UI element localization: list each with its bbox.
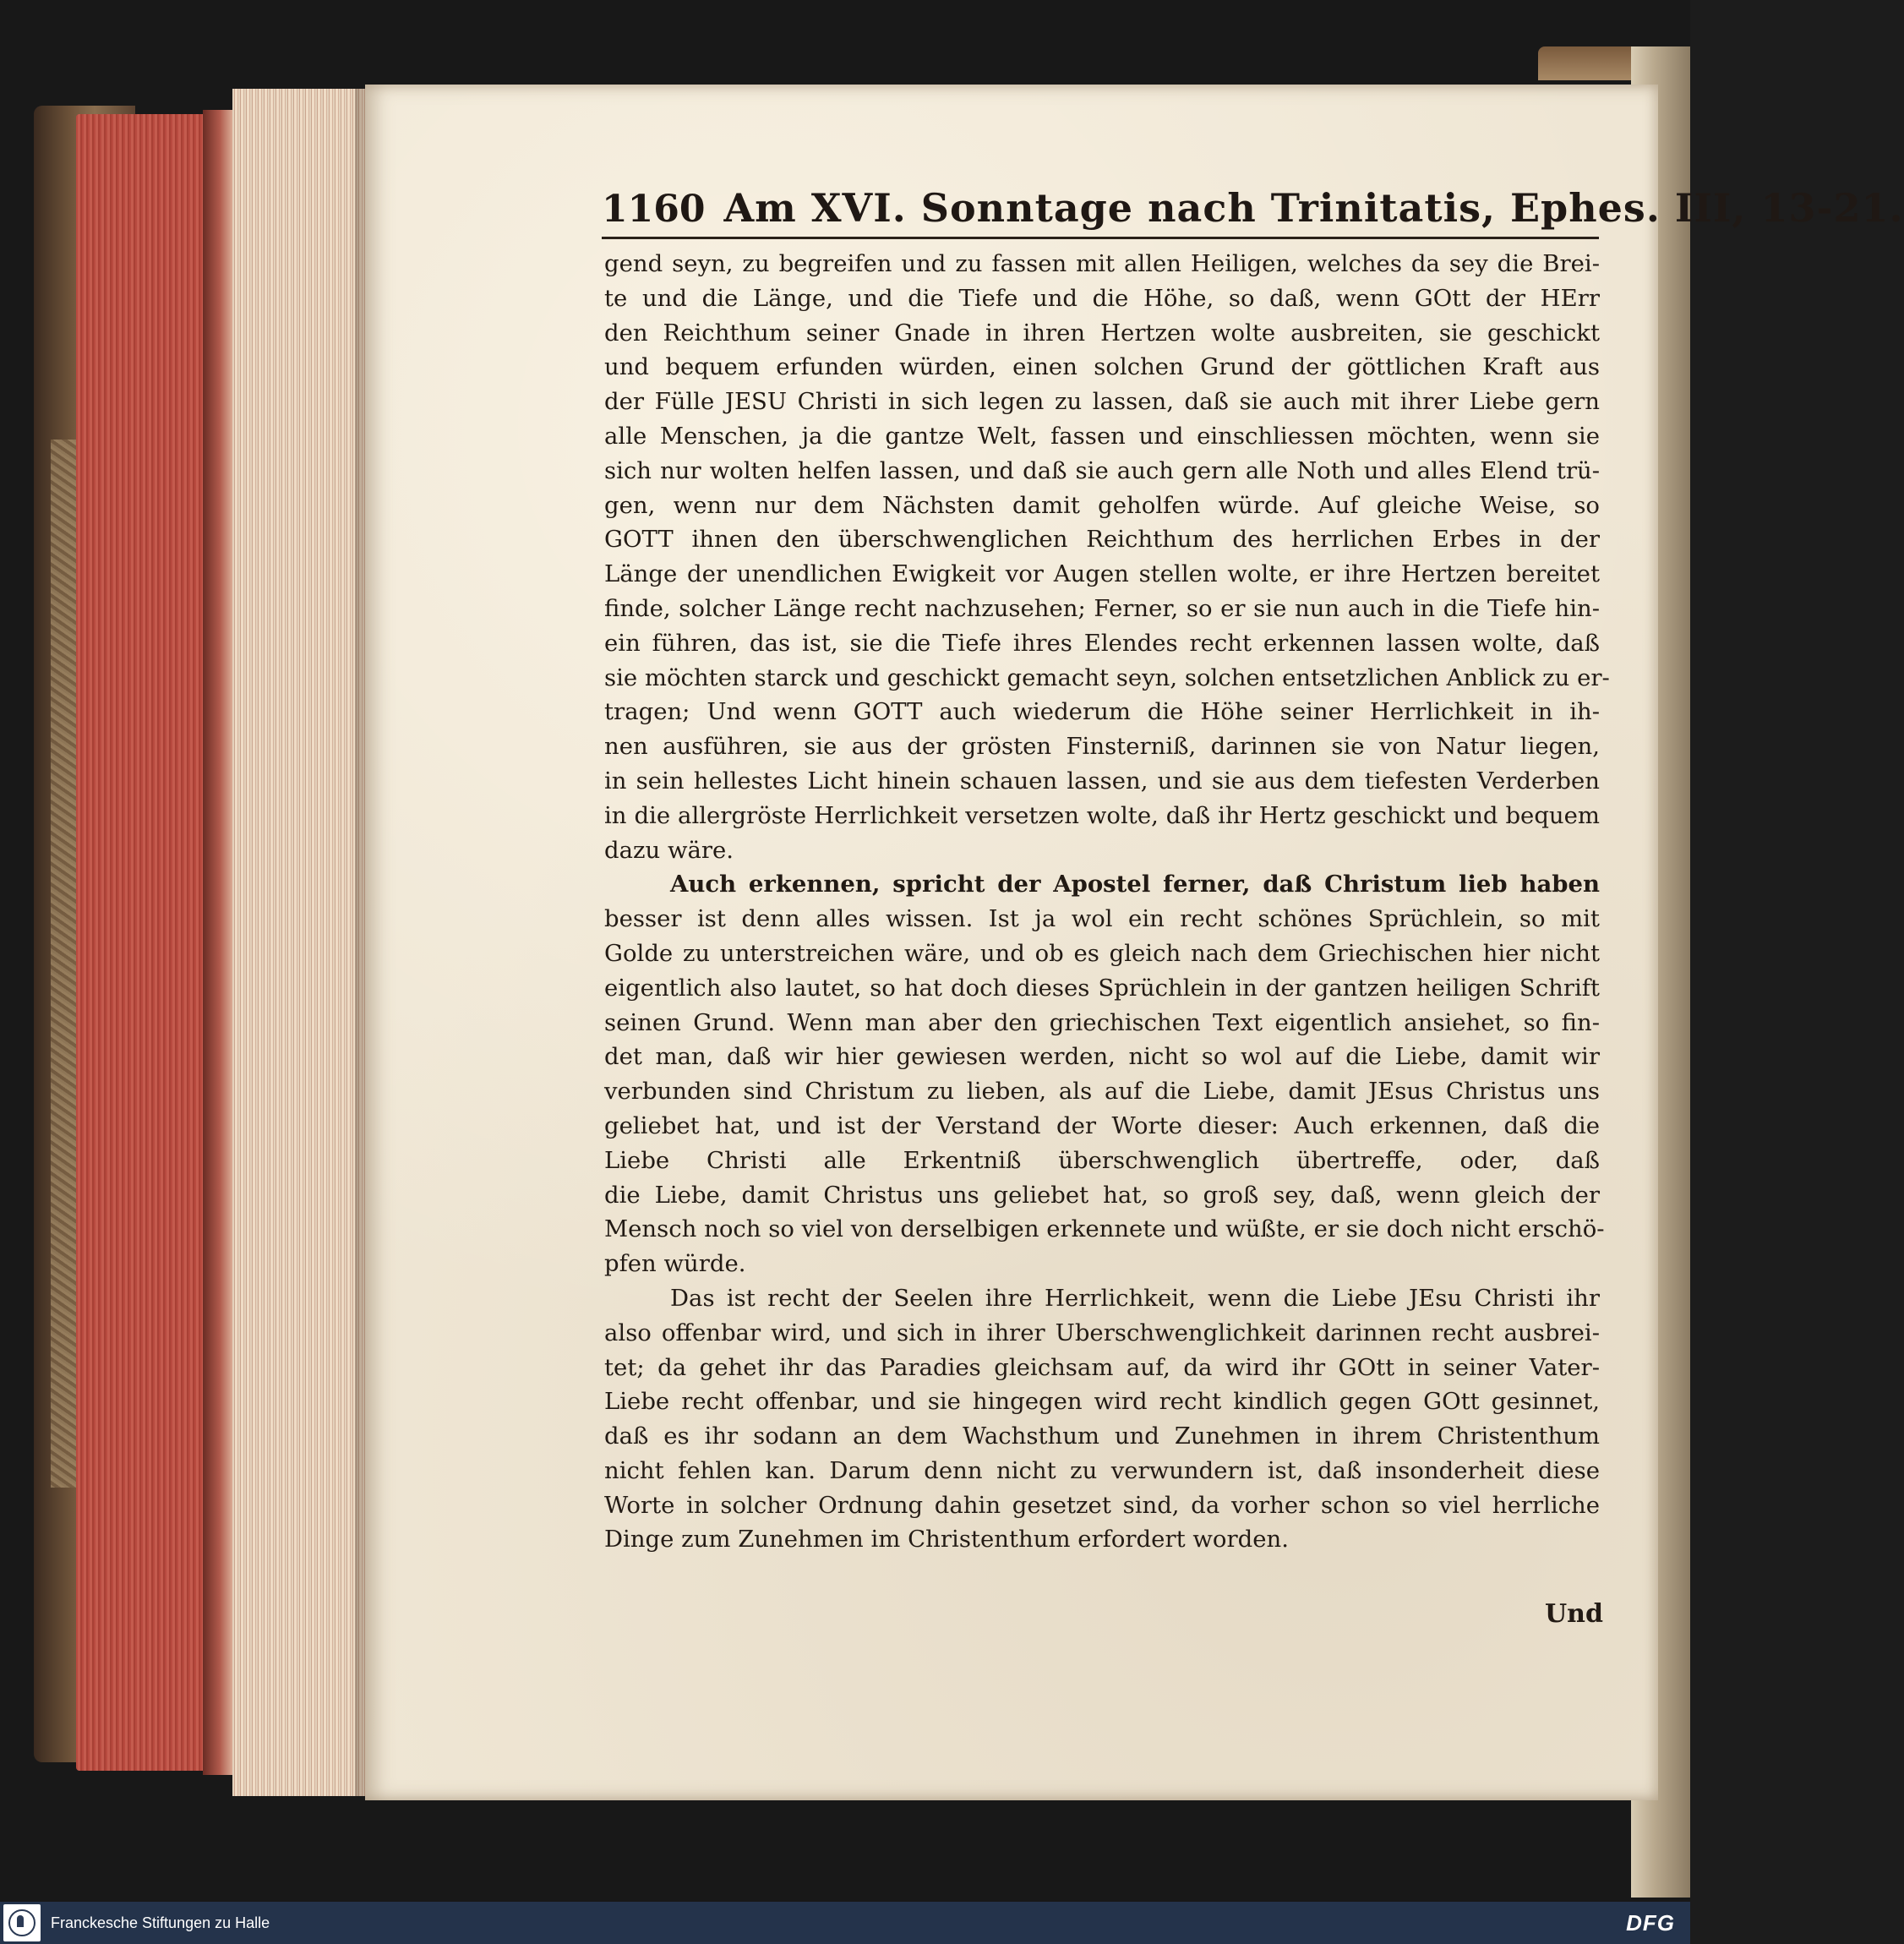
text-line: geliebet hat, und ist der Verstand der Worte dieser: Auch erkennen, daß die — [604, 1111, 1600, 1139]
text-line: Liebe Christi alle Erkentniß überschwenglich übertreffe, oder, daß — [604, 1146, 1600, 1174]
text-line: ein führen, das ist, sie die Tiefe ihres Elendes recht erkennen lassen wolte, daß — [604, 629, 1600, 657]
header-rule — [602, 237, 1599, 239]
text-line: Golde zu unterstreichen wäre, und ob es gleich nach dem Griechischen hier nicht — [604, 939, 1600, 967]
page-stack — [232, 89, 368, 1796]
text-line: dazu wäre. — [604, 836, 734, 864]
franckesche-stiftungen-logo-icon — [3, 1904, 41, 1941]
text-line: in sein hellestes Licht hinein schauen lassen, und sie aus dem tiefesten Verderben — [604, 767, 1600, 795]
page-header — [602, 173, 1904, 231]
text-line: sie möchten starck und geschickt gemacht seyn, solchen entsetzlichen Anblick zu er- — [604, 663, 1610, 691]
text-line: nicht fehlen kan. Darum denn nicht zu verwundern ist, daß insonderheit diese — [604, 1456, 1600, 1484]
catchword: Und — [1545, 1599, 1603, 1629]
text-line: te und die Länge, und die Tiefe und die Höhe, so daß, wenn GOtt der HErr — [604, 284, 1600, 312]
text-line: gen, wenn nur dem Nächsten damit geholfen würde. Auf gleiche Weise, so — [604, 491, 1600, 519]
text-line: det man, daß wir hier gewiesen werden, nicht so wol auf die Liebe, damit wir — [604, 1043, 1600, 1071]
text-line: also offenbar wird, und sich in ihrer Uberschwenglichkeit darinnen recht ausbrei- — [604, 1319, 1600, 1346]
text-line: Das ist recht der Seelen ihre Herrlichkeit, wenn die Liebe JEsu Christi ihr — [670, 1284, 1600, 1312]
paragraph — [604, 1281, 1600, 1557]
page-edge-gradient — [203, 110, 237, 1775]
body-text — [604, 247, 1610, 1557]
text-line: Worte in solcher Ordnung dahin gesetzet sind, da vorher schon so viel herrliche — [604, 1491, 1600, 1519]
text-line: verbunden sind Christum zu lieben, als auf die Liebe, damit JEsus Christus uns — [604, 1078, 1600, 1106]
text-line: eigentlich also lautet, so hat doch dieses Sprüchlein in der gantzen heiligen Schrift — [604, 974, 1600, 1002]
text-line: und bequem erfunden würden, einen solchen Grund der göttlichen Kraft aus — [604, 353, 1600, 381]
page-number: 1160 — [602, 188, 706, 231]
text-line: seinen Grund. Wenn man aber den griechischen Text eigentlich ansiehet, so fin- — [604, 1008, 1600, 1036]
text-line: den Reichthum seiner Gnade in ihren Hertzen wolte ausbreiten, sie geschickt — [604, 319, 1600, 347]
text-line: Liebe recht offenbar, und sie hingegen wird recht kindlich gegen GOtt gesinnet, — [604, 1388, 1600, 1416]
text-line: sich nur wolten helfen lassen, und daß sie auch gern alle Noth und alles Elend trü- — [604, 456, 1600, 484]
text-line: gend seyn, zu begreifen und zu fassen mit allen Heiligen, welches da sey die Brei- — [604, 250, 1600, 277]
dfg-logo: DFG — [1626, 1909, 1675, 1936]
text-line: Länge der unendlichen Ewigkeit vor Augen stellen wolte, er ihre Hertzen bereitet — [604, 560, 1600, 588]
text-line: besser ist denn alles wissen. Ist ja wol ein recht schönes Sprüchlein, so mit — [604, 905, 1600, 933]
text-line: tet; da gehet ihr das Paradies gleichsam auf, da wird ihr GOtt in seiner Vater- — [604, 1353, 1600, 1381]
text-line: tragen; Und wenn GOTT auch wiederum die Höhe seiner Herrlichkeit in ih- — [604, 698, 1600, 726]
text-line: finde, solcher Länge recht nachzusehen; Ferner, so er sie nun auch in die Tiefe hin- — [604, 594, 1600, 622]
text-line: Dinge zum Zunehmen im Christenthum erfordert worden. — [604, 1526, 1289, 1554]
text-line: Auch erkennen, spricht der Apostel ferner, daß Christum lieb haben — [670, 871, 1600, 898]
text-line: in die allergröste Herrlichkeit versetzen wolte, daß ihr Hertz geschickt und bequem — [604, 801, 1600, 829]
paragraph — [604, 867, 1605, 1281]
text-line: die Liebe, damit Christus uns geliebet hat, so groß sey, daß, wenn gleich der — [604, 1181, 1600, 1209]
running-head: Am XVI. Sonntage nach Trinitatis, Ephes. III, 13-21. — [723, 185, 1904, 231]
paragraph — [604, 247, 1610, 867]
footer-bar — [0, 1902, 1690, 1944]
text-line: alle Menschen, ja die gantze Welt, fassen und einschliessen möchten, wenn sie — [604, 422, 1600, 450]
text-line: pfen würde. — [604, 1250, 746, 1278]
red-page-edges — [76, 114, 211, 1771]
text-line: nen ausführen, sie aus der grösten Finsterniß, darinnen sie von Natur liegen, — [604, 733, 1600, 761]
text-line: Mensch noch so viel von derselbigen erkennete und wüßte, er sie doch nicht erschö- — [604, 1215, 1605, 1243]
logo-emblem — [8, 1909, 35, 1936]
institution-name: Franckesche Stiftungen zu Halle — [51, 1914, 270, 1931]
text-line: GOTT ihnen den überschwenglichen Reichthum des herrlichen Erbes in der — [604, 526, 1600, 554]
text-line: der Fülle JESU Christi in sich legen zu lassen, daß sie auch mit ihrer Liebe gern — [604, 388, 1600, 416]
text-line: daß es ihr sodann an dem Wachsthum und Zunehmen in ihrem Christenthum — [604, 1423, 1600, 1450]
